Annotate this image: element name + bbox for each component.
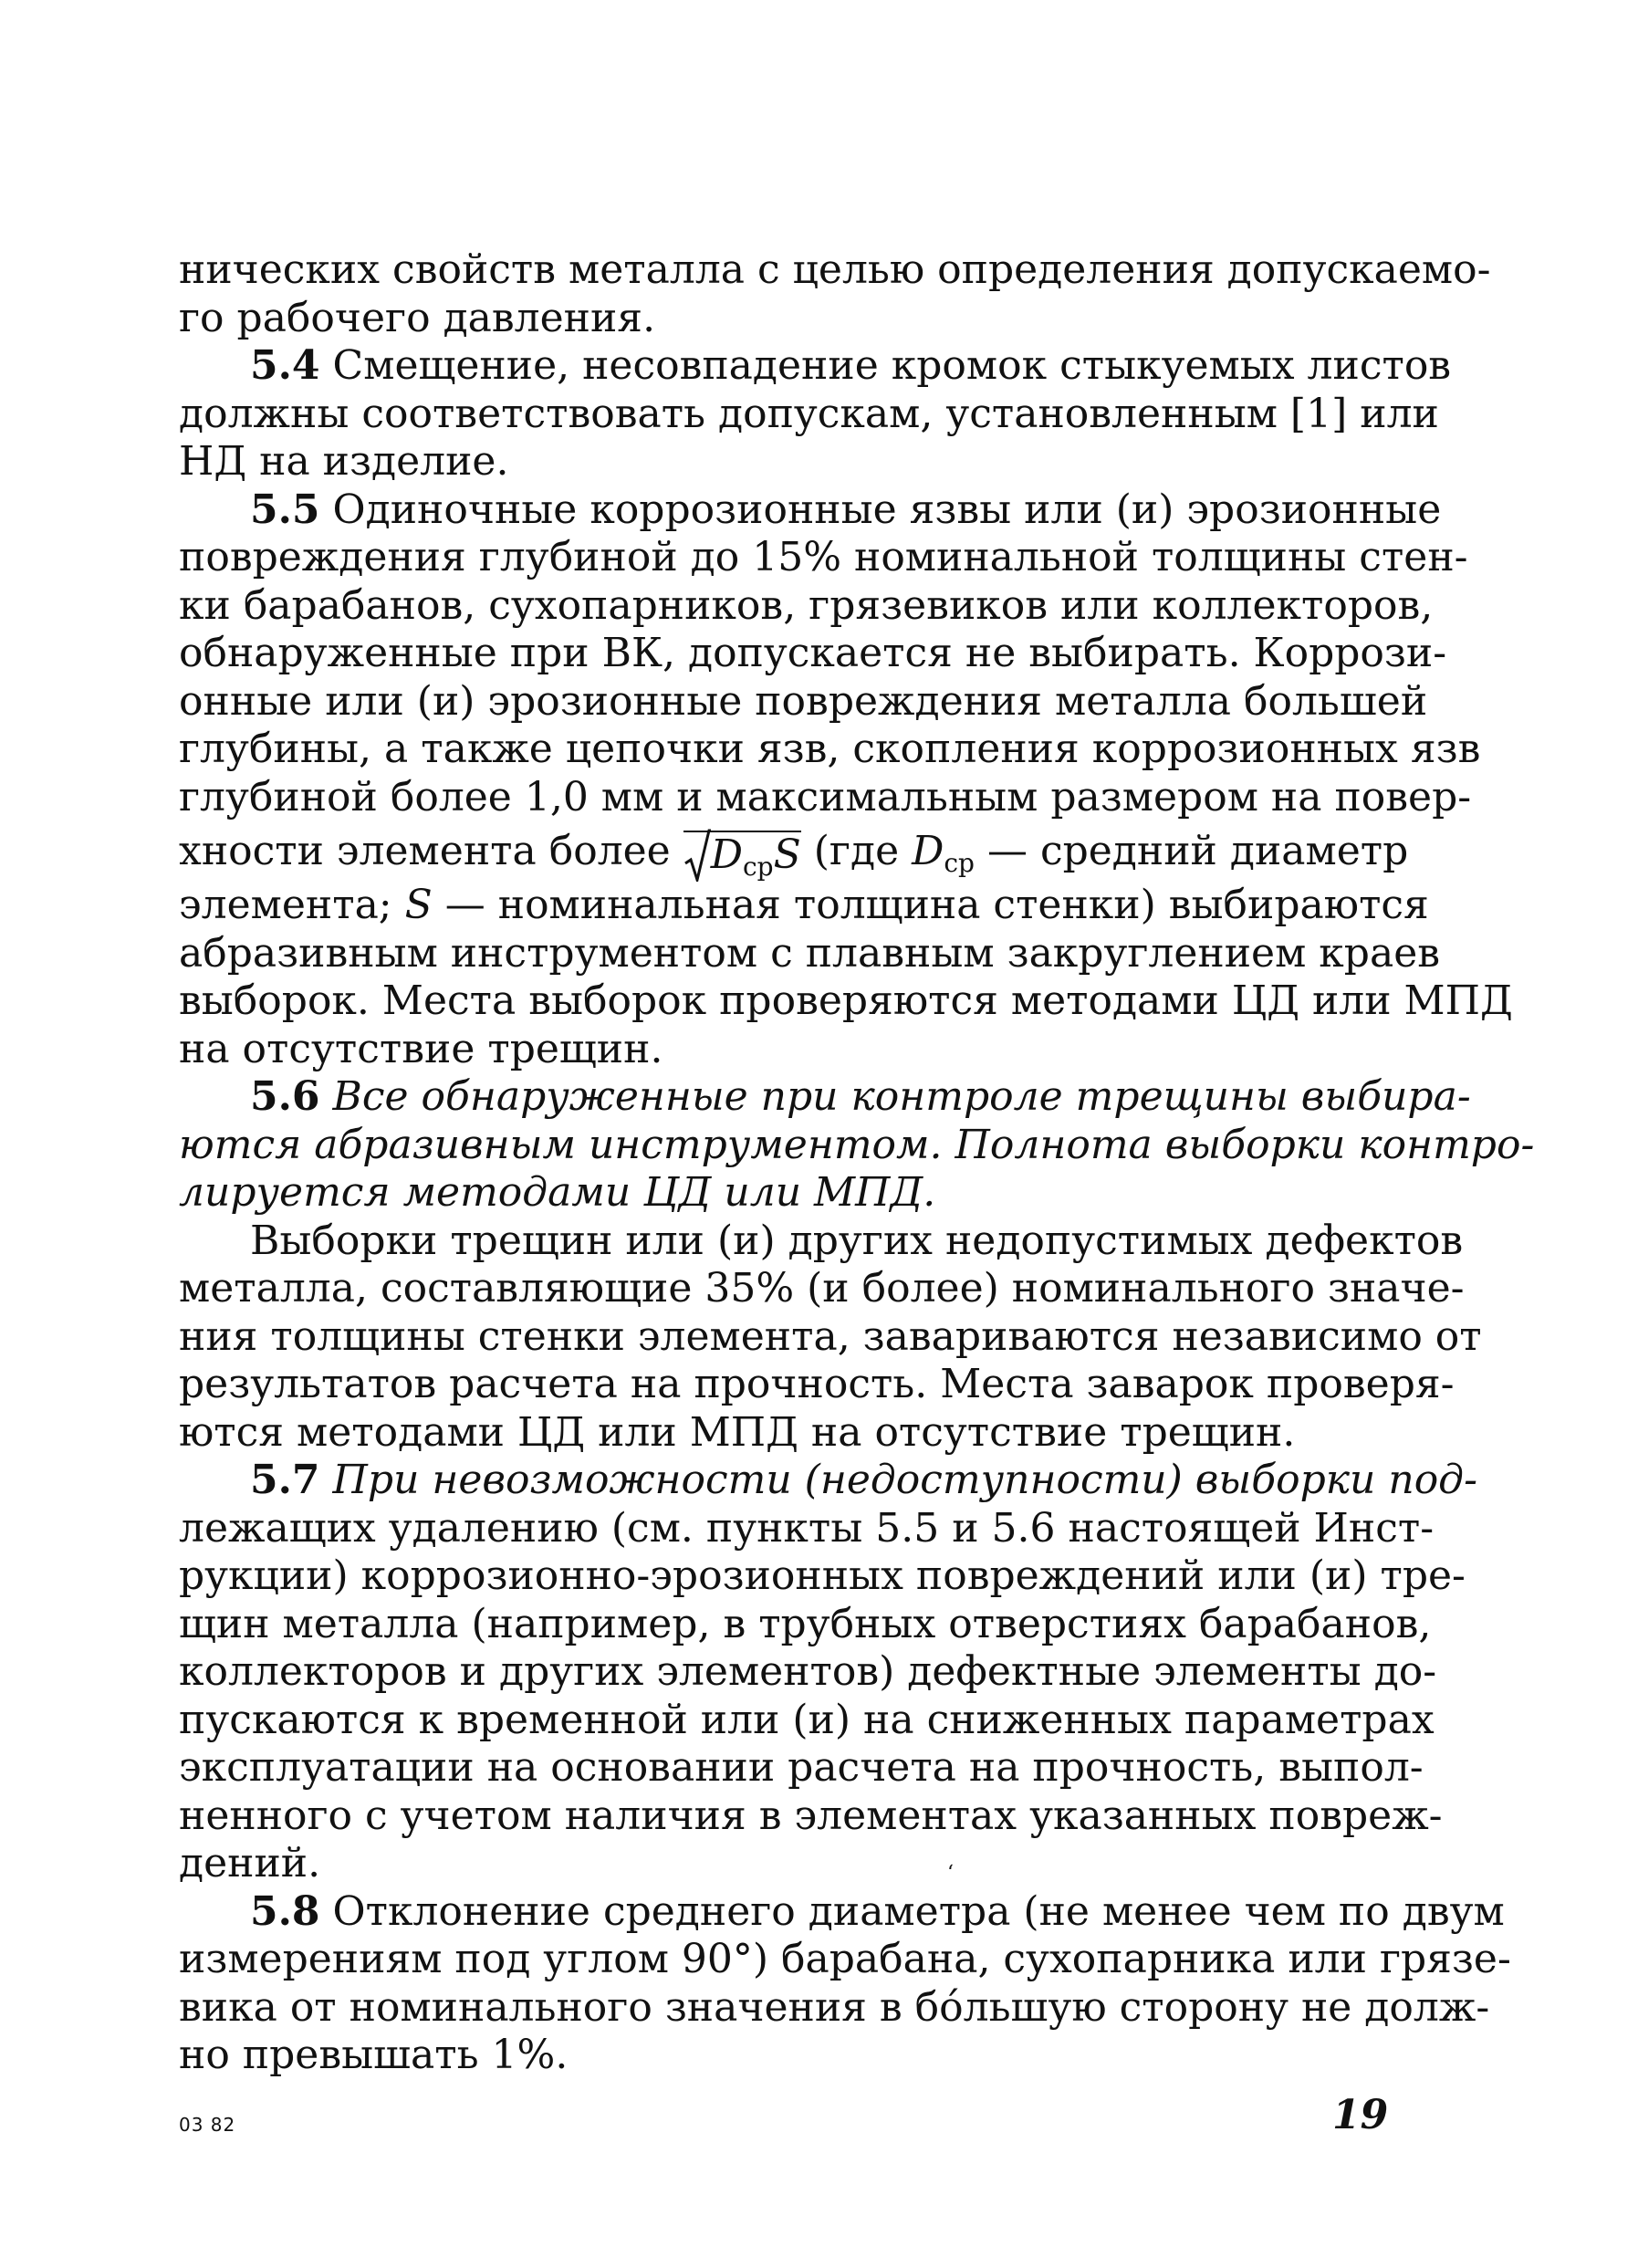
text-line: Выборки трещин или (и) других недопустимых дефектов [250, 1217, 1464, 1264]
text-line: го рабочего давления. [179, 294, 656, 341]
text-run: — средний диаметр [974, 828, 1409, 874]
text-run: Одиночные коррозионные язвы или (и) эрозионные [319, 486, 1442, 533]
text-line: результатов расчета на прочность. Места заварок проверя- [179, 1361, 1455, 1407]
paragraph-5-6-line [179, 1073, 1471, 1122]
paragraph-5-4-line [179, 342, 1452, 391]
text-run: хности элемента более [179, 828, 683, 874]
formula-subscript: ср [743, 851, 774, 882]
text-line: коллекторов и других элементов) дефектные элементы до- [179, 1648, 1437, 1695]
text-line: эксплуатации на основании расчета на прочность, выпол- [179, 1744, 1424, 1791]
text-run: При невозможности (недоступности) выборки под- [319, 1457, 1477, 1503]
stray-mark: ‘ [947, 1862, 954, 1885]
clause-number: 5.6 [250, 1073, 320, 1120]
text-line: пускаются к временной или (и) на сниженных параметрах [179, 1696, 1435, 1743]
text-line [179, 882, 1429, 930]
text-line: лируется методами ЦД или МПД. [179, 1169, 936, 1216]
text-run: (где [800, 828, 913, 874]
text-line: на отсутствие трещин. [179, 1025, 663, 1072]
paragraph-5-8-line [179, 1887, 1505, 1937]
sqrt-formula [683, 831, 801, 882]
page-number: 19 [1332, 2092, 1389, 2138]
text-line: повреждения глубиной до 15% номинальной толщины стен- [179, 534, 1468, 580]
text-line: глубиной более 1,0 мм и максимальным размером на повер- [179, 773, 1472, 820]
text-line: вика от номинального значения в бóльшую сторону не долж- [179, 1983, 1490, 2031]
clause-number: 5.4 [250, 342, 320, 389]
text-line: НД на изделие. [179, 438, 509, 485]
text-line: лежащих удалению (см. пункты 5.5 и 5.6 настоящей Инст- [179, 1504, 1435, 1552]
clause-number: 5.8 [250, 1887, 320, 1935]
text-line: металла, составляющие 35% (и более) номинального значе- [179, 1265, 1465, 1312]
text-line: ния толщины стенки элемента, завариваются независимо от [179, 1312, 1482, 1360]
formula-s: S [773, 831, 801, 878]
footer-code: 03 82 [179, 2114, 236, 2136]
text-run: элемента; [179, 882, 405, 928]
variable-d: D [912, 828, 944, 874]
formula-line [179, 821, 1409, 882]
paragraph-5-7-line [179, 1457, 1477, 1505]
body-text [179, 246, 1535, 2080]
clause-number: 5.7 [250, 1457, 320, 1503]
text-line: онные или (и) эрозионные повреждения металла большей [179, 677, 1428, 725]
text-line: ются методами ЦД или МПД на отсутствие трещин. [179, 1408, 1296, 1456]
text-line: дений. [179, 1840, 321, 1887]
text-line: ки барабанов, сухопарников, грязевиков или коллекторов, [179, 581, 1434, 629]
radical-sign-icon [683, 829, 711, 882]
clause-number: 5.5 [250, 486, 320, 533]
variable-s: S [404, 882, 433, 928]
text-line: ненного с учетом наличия в элементах указанных повреж- [179, 1792, 1443, 1839]
text-line: нических свойств металла с целью определения допускаемо- [179, 246, 1491, 293]
text-line: абразивным инструментом с плавным закруглением краев [179, 929, 1441, 977]
formula-d: D [710, 831, 743, 878]
text-line: ются абразивным инструментом. Полнота выборки контро- [179, 1121, 1535, 1168]
text-line: должны соответствовать допускам, установленным [1] или [179, 390, 1439, 437]
text-run: Все обнаруженные при контроле трещины выбира- [319, 1073, 1471, 1120]
text-run: — номинальная толщина стенки) выбираются [432, 882, 1429, 928]
text-run: Отклонение среднего диаметра (не менее чем по двум [319, 1887, 1505, 1935]
text-run: Смещение, несовпадение кромок стыкуемых листов [319, 342, 1452, 389]
text-line: но превышать 1%. [179, 2032, 569, 2078]
text-line: выборок. Места выборок проверяются методами ЦД или МПД [179, 977, 1513, 1024]
text-line: обнаруженные при ВК, допускается не выбирать. Коррози- [179, 630, 1447, 676]
text-line: глубины, а также цепочки язв, скопления коррозионных язв [179, 726, 1481, 772]
paragraph-5-5-line [179, 486, 1442, 535]
text-line: щин металла (например, в трубных отверстиях барабанов, [179, 1600, 1432, 1647]
text-line: измерениям под углом 90°) барабана, сухопарника или грязе- [179, 1936, 1511, 1982]
text-line: рукции) коррозионно-эрозионных повреждений или (и) тре- [179, 1552, 1466, 1599]
variable-subscript: ср [944, 848, 975, 878]
